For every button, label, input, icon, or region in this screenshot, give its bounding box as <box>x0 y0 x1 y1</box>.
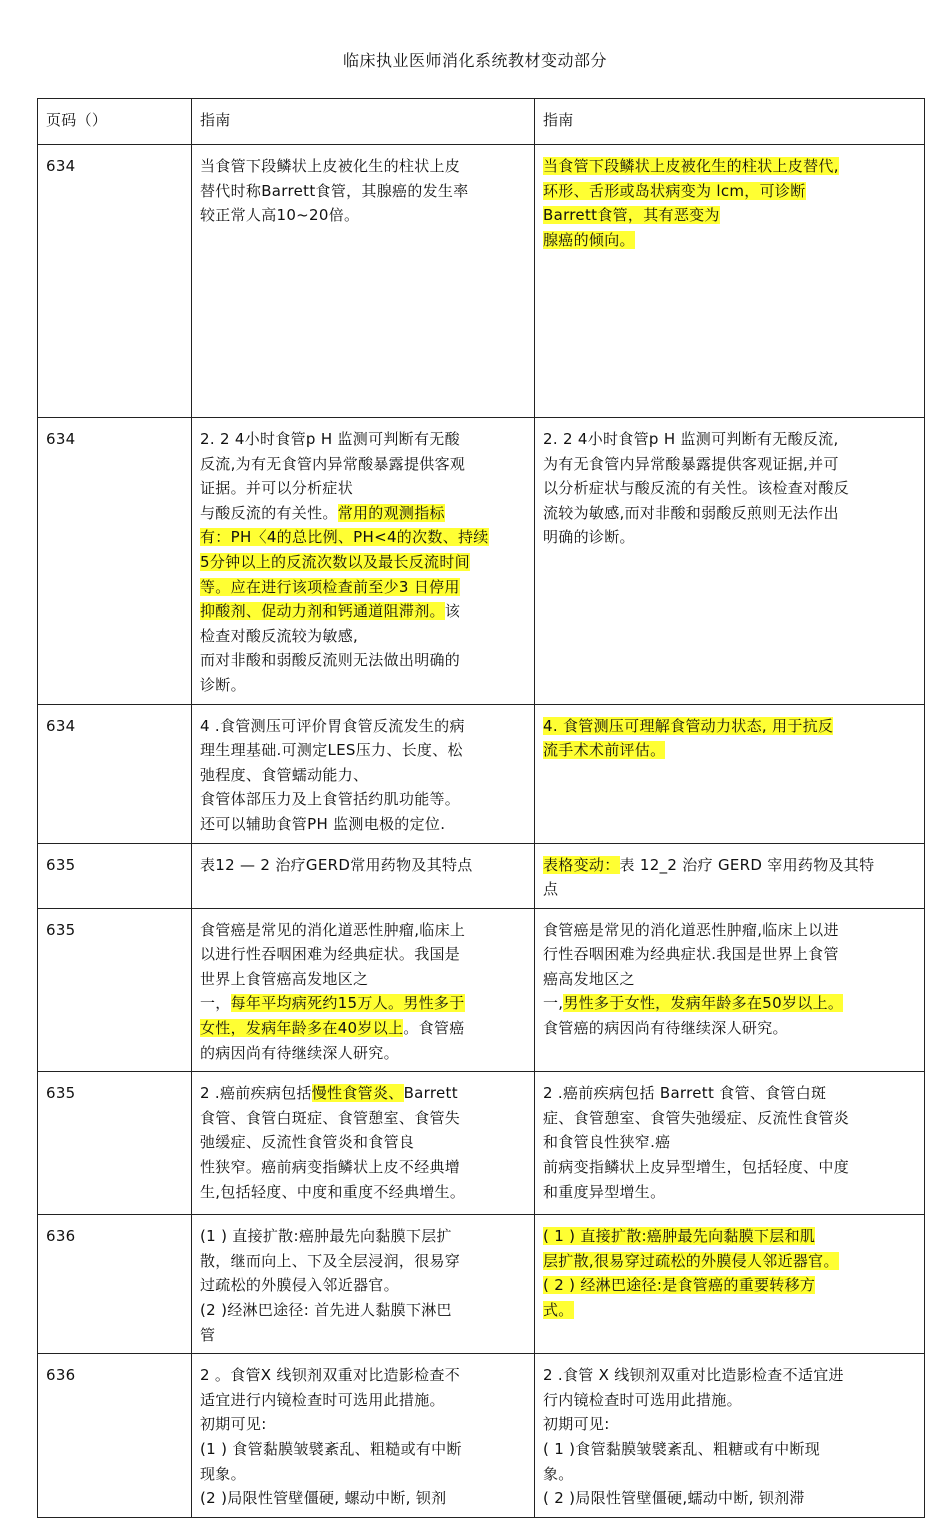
text-segment: 行内镜检查时可选用此措施。 <box>543 1390 742 1409</box>
text-segment: 流较为敏感,而对非酸和弱酸反煎则无法作出 <box>543 503 839 522</box>
highlighted-text: ( 2 ) 经淋巴途径:是食管癌的重要转移方 <box>543 1276 816 1295</box>
text-segment: (2 )经淋巴途径: 首先进人黏膜下淋巴 <box>200 1301 452 1320</box>
left-text-line <box>200 1298 526 1323</box>
right-text-line <box>543 1273 916 1298</box>
text-segment: 以进行性吞咽困难为经典症状。我国是 <box>200 945 461 964</box>
text-segment: 行性吞咽困难为经典症状.我国是世界上食管 <box>543 945 839 964</box>
left-text-line <box>200 427 526 452</box>
old-guide-cell <box>192 843 535 908</box>
text-segment: 2 .癌前疾病包括 Barrett 食管、食管白斑 <box>543 1084 827 1103</box>
left-text-line <box>200 452 526 477</box>
text-segment: 2. 2 4小时食管p H 监测可判断有无酸 <box>200 430 460 448</box>
text-segment: 弛程度、食管蠕动能力、 <box>200 765 369 784</box>
text-segment: 散，继而向上、下及全层浸润，很易穿 <box>200 1251 461 1270</box>
left-text-line <box>200 918 526 943</box>
left-text-line <box>200 1462 526 1487</box>
left-text-line <box>200 1388 526 1413</box>
left-text-line <box>200 714 526 739</box>
highlighted-text: 女性，发病年龄多在40岁以上 <box>200 1019 404 1038</box>
right-text-line <box>543 1437 916 1462</box>
left-text-line <box>200 1486 526 1511</box>
right-text-line <box>543 1363 916 1388</box>
new-guide-cell <box>535 1215 925 1354</box>
old-guide-cell <box>192 908 535 1072</box>
text-segment: 2. 2 4小时食管p H 监测可判断有无酸反流, <box>543 430 839 448</box>
left-text-line <box>200 1180 526 1205</box>
new-guide-cell <box>535 704 925 843</box>
left-text-line <box>200 1412 526 1437</box>
text-segment: (1 ) 直接扩散:癌肿最先向黏膜下层扩 <box>200 1227 452 1246</box>
text-segment: 检查对酸反流较为敏感, <box>200 626 359 645</box>
right-text-line <box>543 154 916 179</box>
left-text-line <box>200 599 526 624</box>
text-segment: ( 1 )食管黏膜皱襞紊乱、粗糖或有中断现 <box>543 1440 821 1458</box>
old-guide-cell <box>192 704 535 843</box>
right-text-line <box>543 427 916 452</box>
text-segment: 理生理基础.可测定LES压力、长度、松 <box>200 741 463 760</box>
text-segment: 初期可见: <box>200 1415 267 1434</box>
left-text-line <box>200 763 526 788</box>
page-number-cell: 635 <box>38 1072 192 1215</box>
right-text-line <box>543 1130 916 1155</box>
new-guide-cell <box>535 418 925 705</box>
text-segment: 癌高发地区之 <box>543 969 635 988</box>
old-guide-cell <box>192 1215 535 1354</box>
text-segment: 弛缓症、反流性食管炎和食管良 <box>200 1133 415 1152</box>
new-guide-cell <box>535 1072 925 1215</box>
left-text-line <box>200 476 526 501</box>
table-row <box>38 704 925 843</box>
left-text-line <box>200 1249 526 1274</box>
left-text-line <box>200 1363 526 1388</box>
table-row <box>38 908 925 1072</box>
left-text-line <box>200 1130 526 1155</box>
right-text-line <box>543 501 916 526</box>
text-segment: 食管癌的病因尚有待继续深人研究。 <box>543 1019 788 1038</box>
text-segment: 食管癌是常见的消化道恶性肿瘤,临床上以进 <box>543 920 839 939</box>
highlighted-text: 常用的观测指标 <box>337 503 445 522</box>
right-text-line <box>543 942 916 967</box>
right-text-line <box>543 991 916 1016</box>
right-text-line <box>543 1180 916 1205</box>
right-text-line <box>543 1486 916 1511</box>
left-text-line <box>200 1437 526 1462</box>
text-segment: 食管体部压力及上食管括约肌功能等。 <box>200 790 461 809</box>
text-segment: 食管、食管白斑症、食管憩室、食管失 <box>200 1108 461 1127</box>
table-row <box>38 145 925 418</box>
highlighted-text: 流手术术前评估。 <box>543 741 666 760</box>
text-segment: 食管癌是常见的消化道恶性肿瘤,临床上 <box>200 920 466 939</box>
left-text-line <box>200 812 526 837</box>
left-text-line <box>200 575 526 600</box>
left-text-line <box>200 525 526 550</box>
text-segment: 当食管下段鳞状上皮被化生的柱状上皮 <box>200 157 461 175</box>
highlighted-text: Barrett食管，其有恶变为 <box>543 206 720 225</box>
page-number-cell: 636 <box>38 1215 192 1354</box>
new-guide-cell <box>535 908 925 1072</box>
text-segment: 一, <box>543 994 564 1013</box>
text-segment: 过疏松的外膜侵入邻近器官。 <box>200 1276 399 1295</box>
highlighted-text: ( 1 ) 直接扩散:癌肿最先向黏膜下层和肌 <box>543 1227 816 1246</box>
header-page: 页码（） <box>38 99 192 145</box>
left-text-line <box>200 1106 526 1131</box>
table-row <box>38 418 925 705</box>
right-text-line <box>543 228 916 253</box>
right-text-line <box>543 525 916 550</box>
text-segment: 的病因尚有待继续深人研究。 <box>200 1043 399 1062</box>
table-row <box>38 1354 925 1518</box>
left-text-line <box>200 550 526 575</box>
left-text-line <box>200 738 526 763</box>
highlighted-text: 慢性食管炎、 <box>311 1084 404 1103</box>
old-guide-cell <box>192 418 535 705</box>
page-number-cell: 634 <box>38 704 192 843</box>
text-segment: 诊断。 <box>200 675 246 694</box>
left-text-line <box>200 787 526 812</box>
left-text-line <box>200 1041 526 1066</box>
right-text-line <box>543 1155 916 1180</box>
right-text-line <box>543 1249 916 1274</box>
text-segment: 2 .癌前疾病包括 <box>200 1084 312 1103</box>
new-guide-cell <box>535 843 925 908</box>
new-guide-cell <box>535 1354 925 1518</box>
highlighted-text: 男性多于女性，发病年龄多在50岁以上。 <box>563 994 844 1013</box>
right-text-line <box>543 1462 916 1487</box>
highlighted-text: 5分钟以上的反流次数以及最长反流时间 <box>200 552 470 571</box>
left-text-line <box>200 501 526 526</box>
table-row <box>38 1072 925 1215</box>
left-text-line <box>200 991 526 1016</box>
left-text-line <box>200 1273 526 1298</box>
highlighted-text: 4. 食管测压可理解食管动力状态, 用于抗反 <box>543 716 834 735</box>
text-segment: 4 .食管测压可评价胃食管反流发生的病 <box>200 716 465 735</box>
left-text-line <box>200 203 526 228</box>
text-segment: 生,包括轻度、中度和重度不经典增生。 <box>200 1182 466 1201</box>
text-segment: 表 12_2 治疗 GERD 宰用药物及其特 <box>619 855 875 874</box>
right-text-line <box>543 179 916 204</box>
right-text-line <box>543 1016 916 1041</box>
page-title: 临床执业医师消化系统教材变动部分 <box>342 51 607 70</box>
text-segment: 管 <box>200 1325 216 1344</box>
right-text-line <box>543 1224 916 1249</box>
right-text-line <box>543 1106 916 1131</box>
text-segment: 性狭窄。癌前病变指鳞状上皮不经典增 <box>200 1158 461 1177</box>
old-guide-cell <box>192 145 535 418</box>
right-text-line <box>543 918 916 943</box>
left-text-line <box>200 1081 526 1106</box>
text-segment: (1 ) 食管黏膜皱襞紊乱、粗糙或有中断 <box>200 1440 462 1458</box>
page-number-cell: 635 <box>38 843 192 908</box>
right-text-line <box>543 714 916 739</box>
old-guide-cell <box>192 1354 535 1518</box>
left-text-line <box>200 624 526 649</box>
left-text-line <box>200 1016 526 1041</box>
text-segment: 较正常人高10~20倍。 <box>200 206 360 225</box>
page-number-cell: 635 <box>38 908 192 1072</box>
right-text-line <box>543 1081 916 1106</box>
text-segment: 。食管癌 <box>403 1019 465 1038</box>
text-segment: 前病变指鳞状上皮异型增生，包括轻度、中度 <box>543 1158 850 1177</box>
table-row <box>38 1215 925 1354</box>
text-segment: 点 <box>543 880 559 899</box>
text-segment: 还可以辅助食管PH 监测电极的定位. <box>200 814 446 833</box>
text-segment: 替代时称Barrett食管，其腺癌的发生率 <box>200 181 469 200</box>
text-segment: 症、食管憩室、食管失弛缓症、反流性食管炎 <box>543 1108 850 1127</box>
text-segment: 为有无食管内异常酸暴露提供客观证据,并可 <box>543 454 839 473</box>
right-text-line <box>543 1388 916 1413</box>
text-segment: 初期可见: <box>543 1415 610 1434</box>
header-old-guide: 指南 <box>192 99 535 145</box>
text-segment: 证据。并可以分析症状 <box>200 479 354 498</box>
highlighted-text: 式。 <box>543 1301 574 1320</box>
left-text-line <box>200 154 526 179</box>
text-segment: (2 )局限性管壁僵硬, 螺动中断, 钡剂 <box>200 1489 447 1508</box>
highlighted-text: 有：PH〈4的总比例、PH<4的次数、持续 <box>200 528 489 547</box>
old-guide-cell <box>192 1072 535 1215</box>
text-segment: 适宜进行内镜检查时可选用此措施。 <box>200 1390 445 1409</box>
right-text-line <box>543 853 916 878</box>
text-segment: 世界上食管癌高发地区之 <box>200 969 369 988</box>
left-text-line <box>200 1224 526 1249</box>
table-row <box>38 843 925 908</box>
left-text-line <box>200 853 526 878</box>
text-segment: 与酸反流的有关性。 <box>200 503 338 522</box>
text-segment: 象。 <box>543 1464 574 1483</box>
left-text-line <box>200 1155 526 1180</box>
right-text-line <box>543 1298 916 1323</box>
text-segment: 该 <box>444 602 461 621</box>
page-number-cell: 634 <box>38 418 192 705</box>
right-text-line <box>543 452 916 477</box>
highlighted-text: 腺癌的倾向。 <box>543 230 635 249</box>
text-segment: ( 2 )局限性管壁僵硬,蠕动中断, 钡剂滞 <box>543 1489 805 1508</box>
header-new-guide: 指南 <box>535 99 925 145</box>
right-text-line <box>543 738 916 763</box>
highlighted-text: 表格变动： <box>543 855 620 874</box>
highlighted-text: 当食管下段鳞状上皮被化生的柱状上皮替代, <box>543 157 839 175</box>
highlighted-text: 每年平均病死约15万人。男性多于 <box>230 994 465 1013</box>
text-segment: 2 。食管X 线钡剂双重对比造影检查不 <box>200 1366 461 1385</box>
highlighted-text: 环形、舌形或岛状病变为 lcm，可诊断 <box>543 181 806 200</box>
right-text-line <box>543 203 916 228</box>
text-segment: 一， <box>200 994 231 1013</box>
left-text-line <box>200 648 526 673</box>
highlighted-text: 层扩散,很易穿过疏松的外膜侵人邻近器官。 <box>543 1251 839 1270</box>
right-text-line <box>543 967 916 992</box>
left-text-line <box>200 673 526 698</box>
text-segment: 明确的诊断。 <box>543 528 635 547</box>
left-text-line <box>200 942 526 967</box>
text-segment: 反流,为有无食管内异常酸暴露提供客观 <box>200 454 466 473</box>
page-number-cell: 636 <box>38 1354 192 1518</box>
left-text-line <box>200 967 526 992</box>
text-segment: Barrett <box>403 1084 458 1103</box>
text-segment: 和重度异型增生。 <box>543 1182 666 1201</box>
text-segment: 现象。 <box>200 1464 246 1483</box>
new-guide-cell <box>535 145 925 418</box>
text-segment: 而对非酸和弱酸反流则无法做出明确的 <box>200 651 461 670</box>
right-text-line <box>543 476 916 501</box>
text-segment: 表12 — 2 治疗GERD常用药物及其特点 <box>200 855 473 874</box>
comparison-table <box>37 98 925 1518</box>
left-text-line <box>200 179 526 204</box>
table-header-row <box>38 99 925 145</box>
right-text-line <box>543 877 916 902</box>
text-segment: 以分析症状与酸反流的有关性。该检查对酸反 <box>543 479 850 498</box>
right-text-line <box>543 1412 916 1437</box>
text-segment: 2 .食管 X 线钡剂双重对比造影检查不适宜进 <box>543 1366 844 1385</box>
page-number-cell: 634 <box>38 145 192 418</box>
highlighted-text: 等。应在进行该项检查前至少3 日停用 <box>200 577 460 596</box>
text-segment: 和食管良性狭窄.癌 <box>543 1133 671 1152</box>
highlighted-text: 抑酸剂、促动力剂和钙通道阻滞剂。 <box>200 602 445 621</box>
